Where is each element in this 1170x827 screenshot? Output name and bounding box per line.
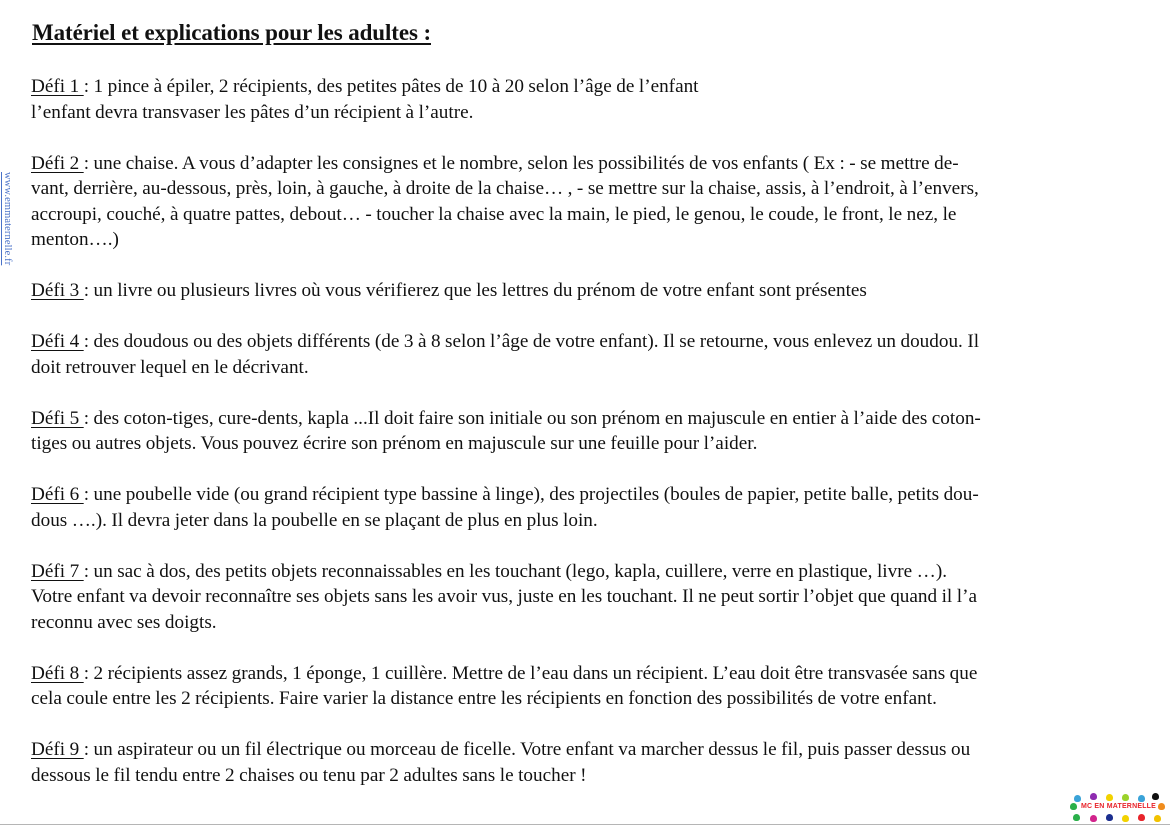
defi-label: Défi 2 [31, 152, 84, 174]
handprint-icon [1122, 815, 1129, 822]
defi-text: : un sac à dos, des petits objets reconnaissables en les touchant (lego, kapla, cuillere, verre en plastique, livre …). [83, 560, 948, 582]
defis-list [31, 74, 1146, 814]
defi-text: : un aspirateur ou un fil électrique ou morceau de ficelle. Votre enfant va marcher dessus le fil, puis passer dessus ou [83, 739, 971, 760]
defi-text: dessous le fil tendu entre 2 chaises ou tenu par 2 adultes sans le toucher ! [31, 764, 587, 786]
handprint-icon [1106, 794, 1113, 801]
defi-text: accroupi, couché, à quatre pattes, debout… - toucher la chaise avec la main, le pied, le genou, le coude, le front, le nez, le [31, 203, 957, 225]
handprint-icon [1138, 814, 1145, 821]
defi-text: vant, derrière, au-dessous, près, loin, à gauche, à droite de la chaise… , - se mettre sur la chaise, assis, à l’endroit, à l’envers, [31, 178, 979, 199]
defi-text: : 2 récipients assez grands, 1 éponge, 1 cuillère. Mettre de l’eau dans un récipient. L’eau doit être transvasée sans que [83, 662, 978, 684]
defi-1 [31, 74, 1146, 125]
defi-4 [31, 329, 1146, 380]
defi-label: Défi 3 [31, 280, 84, 301]
defi-label: Défi 4 [31, 331, 84, 352]
defi-text: : des coton-tiges, cure-dents, kapla ...Il doit faire son initiale ou son prénom en majuscule en entier à l’aide des coton- [83, 407, 981, 429]
defi-label: Défi 7 [31, 560, 84, 582]
defi-text: l’enfant devra transvaser les pâtes d’un récipient à l’autre. [31, 101, 474, 123]
handprint-icon [1152, 793, 1159, 800]
handprint-icon [1158, 803, 1165, 810]
defi-text: : une chaise. A vous d’adapter les consignes et le nombre, selon les possibilités de vos enfants ( Ex : - se mettre de- [83, 152, 959, 174]
defi-label: Défi 8 [31, 662, 84, 684]
handprint-icon [1090, 815, 1097, 822]
defi-text: menton….) [31, 229, 119, 250]
defi-3 [31, 278, 1146, 304]
defi-7 [31, 559, 1146, 636]
defi-text: tiges ou autres objets. Vous pouvez écrire son prénom en majuscule sur une feuille pour l’aider. [31, 433, 758, 454]
defi-label: Défi 6 [31, 484, 84, 505]
handprint-icon [1106, 814, 1113, 821]
defi-5 [31, 406, 1146, 457]
handprint-icon [1074, 795, 1081, 802]
defi-8 [31, 661, 1146, 712]
defi-label: Défi 9 [31, 739, 84, 760]
handprint-icon [1122, 794, 1129, 801]
logo-text: MC EN MATERNELLE [1081, 803, 1157, 810]
side-url-link[interactable]: www.emmaternelle.fr [2, 172, 13, 266]
defi-text: : 1 pince à épiler, 2 récipients, des petites pâtes de 10 à 20 selon l’âge de l’enfant [83, 76, 699, 97]
handprint-icon [1070, 803, 1077, 810]
defi-text: dous ….). Il devra jeter dans la poubelle en se plaçant de plus en plus loin. [31, 509, 598, 531]
handprint-icon [1138, 795, 1145, 802]
defi-label: Défi 5 [31, 407, 84, 429]
defi-2 [31, 151, 1146, 253]
defi-text: reconnu avec ses doigts. [31, 611, 217, 633]
handprint-icon [1154, 815, 1161, 822]
defi-6 [31, 482, 1146, 533]
defi-label: Défi 1 [31, 76, 84, 97]
defi-text: : une poubelle vide (ou grand récipient type bassine à linge), des projectiles (boules de papier, petite balle, petits dou- [83, 484, 979, 505]
handprint-icon [1090, 793, 1097, 800]
handprint-icon [1073, 814, 1080, 821]
defi-text: Votre enfant va devoir reconnaître ses objets sans les avoir vus, juste en les touchant. Il ne peut sortir l’objet que quand il l’a [31, 586, 977, 607]
defi-text: doit retrouver lequel en le décrivant. [31, 356, 309, 378]
logo [1070, 793, 1166, 823]
defi-text: : un livre ou plusieurs livres où vous vérifierez que les lettres du prénom de votre enfant sont présentes [83, 280, 867, 301]
page-title: Matériel et explications pour les adultes : [32, 20, 431, 45]
defi-9 [31, 737, 1146, 788]
bottom-divider [0, 824, 1170, 825]
defi-text: : des doudous ou des objets différents (de 3 à 8 selon l’âge de votre enfant). Il se retourne, vous enlevez un doudou. Il [83, 331, 980, 352]
defi-text: cela coule entre les 2 récipients. Faire varier la distance entre les récipients en fonction des possibilités de votre enfant. [31, 688, 937, 709]
